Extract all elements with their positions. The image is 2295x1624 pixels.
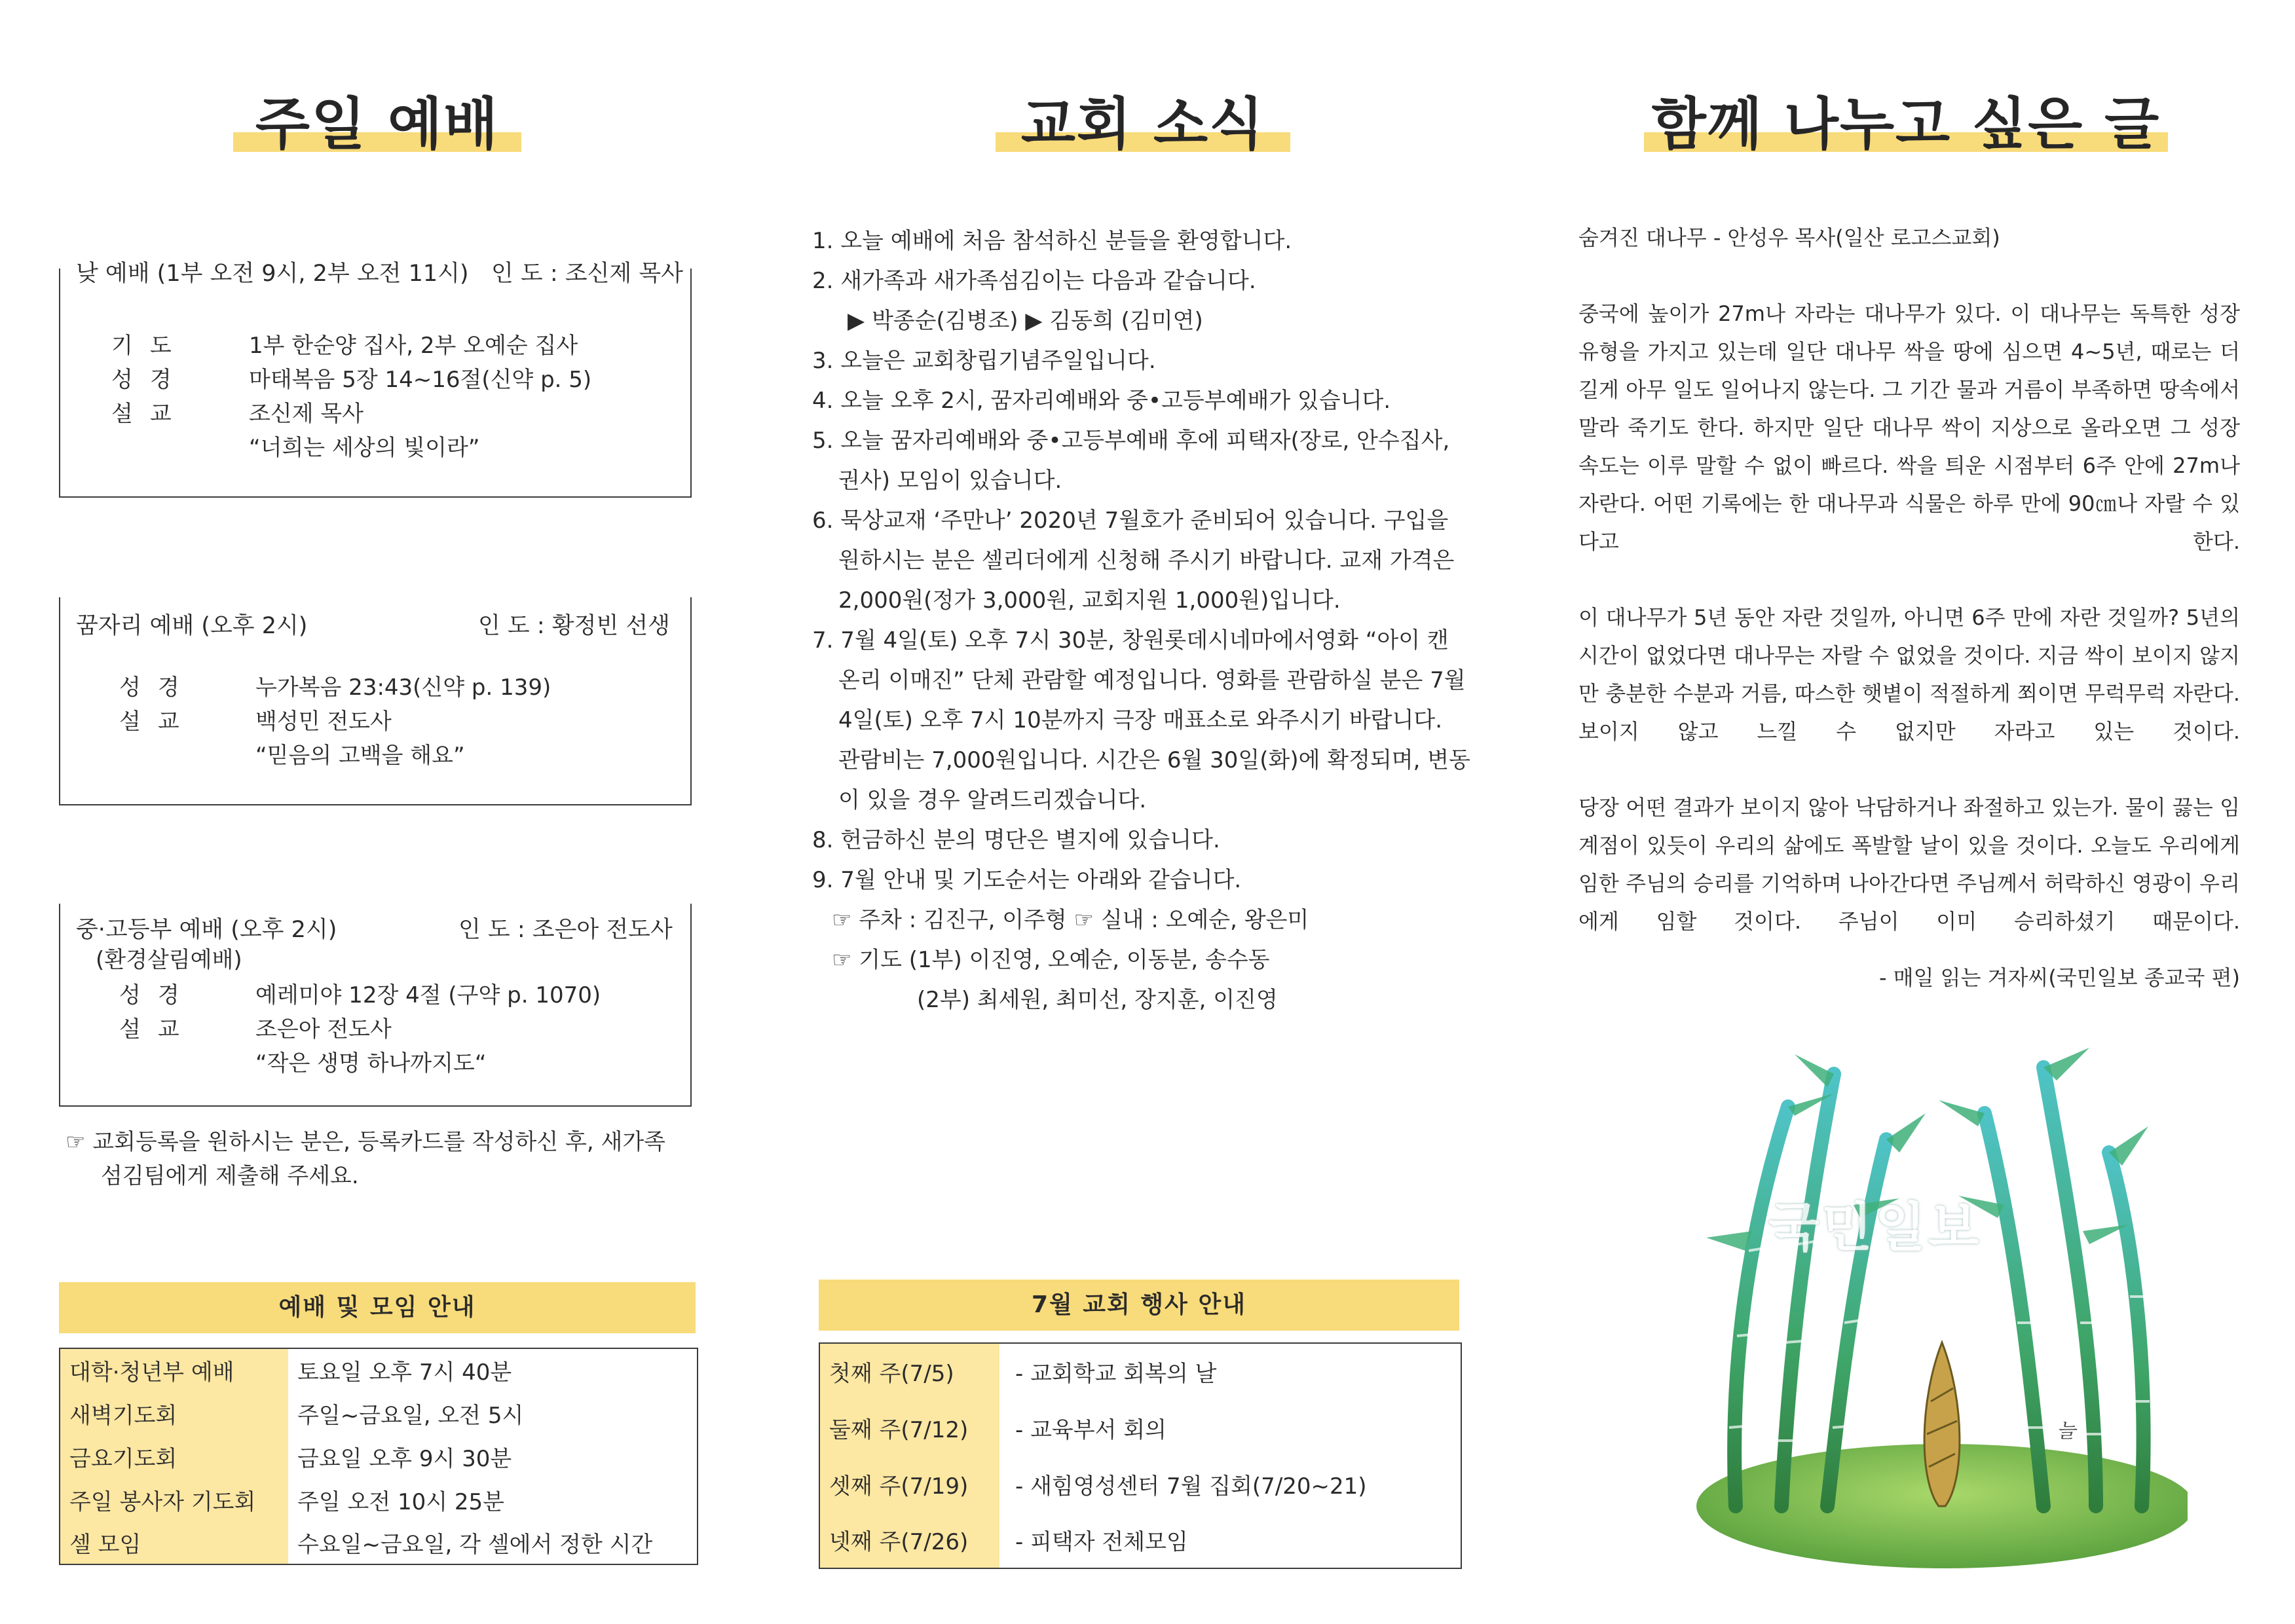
youth-service-leader: 인 도 : 조은아 전도사 — [458, 917, 673, 943]
meeting-name: 대학·청년부 예배 — [60, 1348, 288, 1392]
sermon-title: “믿음의 고백을 해요” — [255, 743, 465, 769]
news-line: 관람비는 7,000원입니다. 시간은 6월 30일(화)에 확정되며, 변동 — [838, 747, 1470, 773]
event-week: 둘째 주(7/12) — [819, 1399, 999, 1456]
news-line: 1. 오늘 예배에 처음 참석하신 분들을 환영합니다. — [812, 228, 1292, 254]
news-line: ☞ 주차 : 김진구, 이주형 ☞ 실내 : 오예순, 왕은미 — [832, 907, 1309, 933]
dream-service-leader: 인 도 : 황정빈 선생 — [478, 613, 670, 639]
heading-text: 주일 예배 — [255, 92, 500, 157]
meeting-name: 셀 모임 — [60, 1521, 288, 1564]
row-label: 성경 — [119, 982, 196, 1008]
row-value: 백성민 전도사 — [255, 709, 392, 735]
meeting-time: 주일 오전 10시 25분 — [297, 1488, 505, 1515]
meeting-time: 주일~금요일, 오전 5시 — [297, 1402, 524, 1429]
day-service-title: 낮 예배 (1부 오전 9시, 2부 오전 11시) — [76, 261, 469, 287]
news-line: 원하시는 분은 셀리더에게 신청해 주시기 바랍니다. 교재 가격은 — [838, 547, 1455, 574]
essay-paragraph: 이 대나무가 5년 동안 자란 것일까, 아니면 6주 만에 자란 것일까? 5년의 시간이 없었다면 대나무는 자랄 수 없었을 것이다. 지금 싹이 보이지 않지만 충분한 수분과 거름, 따스한 햇볕이 적절하게 쬐이면 무럭무럭 자란다. 보이지 않고 느낄 수 없지만 자라고 있는 것이다. — [1578, 605, 2240, 744]
news-line: (2부) 최세원, 최미선, 장지훈, 이진영 — [917, 987, 1278, 1013]
sermon-title: “너희는 세상의 빛이라” — [249, 435, 480, 461]
dream-service-title: 꿈자리 예배 (오후 2시) — [76, 613, 308, 639]
watermark: 국민일보 — [1768, 1197, 1982, 1258]
heading-text: 교회 소식 — [1020, 92, 1265, 157]
sunday-worship-column — [59, 0, 714, 1624]
news-line: 이 있을 경우 알려드리겠습니다. — [838, 787, 1147, 813]
meeting-name: 금요기도회 — [60, 1435, 288, 1478]
row-value: 1부 한순양 집사, 2부 오예순 집사 — [249, 333, 578, 359]
note-line: ☞ 교회등록을 원하시는 분은, 등록카드를 작성하신 후, 새가족 — [65, 1129, 666, 1155]
table-row — [819, 1399, 1461, 1456]
table-row — [60, 1348, 698, 1392]
table-row — [60, 1435, 698, 1478]
news-line: 3. 오늘은 교회창립기념주일입니다. — [812, 348, 1156, 374]
heading-text: 함께 나누고 싶은 글 — [1651, 92, 2161, 157]
news-line: 5. 오늘 꿈자리예배와 중•고등부예배 후에 피택자(장로, 안수집사, — [812, 428, 1450, 454]
day-service-box — [59, 249, 692, 498]
essay — [1578, 219, 2240, 997]
meeting-name: 주일 봉사자 기도회 — [60, 1478, 288, 1521]
meeting-time: 금요일 오후 9시 30분 — [297, 1445, 512, 1472]
news-line: ▶ 박종순(김병조) ▶ 김동희 (김미연) — [848, 308, 1203, 334]
meeting-time: 수요일~금요일, 각 셀에서 정한 시간 — [297, 1532, 653, 1558]
dream-service-box — [59, 596, 692, 805]
table-row — [60, 1392, 698, 1435]
event-name: - 교회학교 회복의 날 — [1015, 1361, 1217, 1387]
row-value: 누가복음 23:43(신약 p. 139) — [255, 674, 551, 701]
news-line: ☞ 기도 (1부) 이진영, 오예순, 이동분, 송수동 — [832, 947, 1270, 973]
news-line: 8. 헌금하신 분의 명단은 별지에 있습니다. — [812, 827, 1220, 853]
news-line: 4. 오늘 오후 2시, 꿈자리예배와 중•고등부예배가 있습니다. — [812, 388, 1391, 414]
youth-service-box — [59, 904, 692, 1107]
bamboo-drawing — [1690, 1035, 2188, 1572]
event-name: - 새힘영성센터 7월 집회(7/20~21) — [1015, 1473, 1367, 1500]
event-name: - 피택자 전체모임 — [1015, 1529, 1188, 1555]
note-line: 섬김팀에게 제출해 주세요. — [101, 1163, 359, 1189]
sermon-title: “작은 생명 하나까지도“ — [255, 1050, 487, 1077]
table-row — [60, 1478, 698, 1521]
row-value: 마태복음 5장 14~16절(신약 p. 5) — [249, 367, 592, 393]
youth-service-subtitle: (환경살림예배) — [96, 947, 242, 973]
church-news-column — [812, 0, 1500, 1624]
event-week: 넷째 주(7/26) — [819, 1512, 999, 1568]
news-line: 온리 이매진” 단체 관람할 예정입니다. 영화를 관람하실 분은 7월 — [838, 667, 1466, 693]
news-line: 7. 7월 4일(토) 오후 7시 30분, 창원롯데시네마에서영화 “아이 캔 — [812, 627, 1449, 654]
news-line: 2. 새가족과 새가족섬김이는 다음과 같습니다. — [812, 268, 1256, 294]
essay-paragraph: 당장 어떤 결과가 보이지 않아 낙담하거나 좌절하고 있는가. 물이 끓는 임계점이 있듯이 우리의 삶에도 폭발할 날이 있을 것이다. 오늘도 우리에게 임한 주님의 승리를 기억하며 나아간다면 주님께서 허락하신 영광이 우리에게 임할 것이다. 주님이 이미 승리하셨기 때문이다. — [1578, 795, 2240, 934]
news-line: 4일(토) 오후 7시 10분까지 극장 매표소로 와주시기 바랍니다. — [838, 707, 1443, 733]
event-name: - 교육부서 회의 — [1015, 1416, 1166, 1443]
july-events-heading: 7월 교회 행사 안내 — [819, 1280, 1459, 1331]
table-row — [819, 1456, 1461, 1512]
meeting-name: 새벽기도회 — [60, 1392, 288, 1435]
day-service-leader: 인 도 : 조신제 목사 — [491, 261, 683, 287]
row-label: 설교 — [119, 1016, 196, 1043]
sharing-column — [1578, 0, 2253, 1624]
event-week: 셋째 주(7/19) — [819, 1456, 999, 1512]
youth-service-title: 중·고등부 예배 (오후 2시) — [76, 917, 337, 943]
table-row — [60, 1521, 698, 1564]
news-line: 2,000원(정가 3,000원, 교회지원 1,000원)입니다. — [838, 587, 1341, 614]
news-line: 6. 묵상교재 ‘주만나’ 2020년 7월호가 준비되어 있습니다. 구입을 — [812, 507, 1449, 534]
row-label: 성경 — [111, 367, 189, 393]
event-week: 첫째 주(7/5) — [819, 1343, 999, 1399]
essay-paragraph: 중국에 높이가 27m나 자라는 대나무가 있다. 이 대나무는 독특한 성장 유형을 가지고 있는데 일단 대나무 싹을 땅에 심으면 4~5년, 때로는 더 길게 아무 일도 일어나지 않는다. 그 기간 물과 거름이 부족하면 땅속에서 말라 죽기도 한다. 하지만 일단 대나무 싹이 지상으로 올라오면 그 성장 속도는 이루 말할 수 없이 빠르다. 싹을 틔운 시점부터 6주 안에 27m나 자란다. 어떤 기록에는 한 대나무과 식물은 하루 만에 90㎝나 자랄 수 있다고 한다. — [1578, 301, 2240, 554]
news-line: 권사) 모임이 있습니다. — [838, 468, 1062, 494]
table-row — [819, 1512, 1461, 1568]
row-label: 성경 — [119, 674, 196, 701]
table-row — [819, 1343, 1461, 1399]
essay-title: 숨겨진 대나무 - 안성우 목사(일산 로고스교회) — [1578, 225, 2000, 250]
news-line: 9. 7월 안내 및 기도순서는 아래와 같습니다. — [812, 867, 1242, 893]
registration-note — [65, 1125, 707, 1193]
meeting-time: 토요일 오후 7시 40분 — [297, 1359, 512, 1386]
row-value: 조은아 전도사 — [255, 1016, 392, 1043]
essay-source: - 매일 읽는 겨자씨(국민일보 종교국 편) — [1878, 965, 2240, 990]
meetings-table-heading: 예배 및 모임 안내 — [59, 1282, 696, 1333]
bamboo-illustration — [1690, 1035, 2188, 1572]
church-news-heading — [996, 79, 1290, 160]
row-label: 설교 — [119, 709, 196, 735]
sharing-heading — [1644, 79, 2168, 160]
row-value: 예레미야 12장 4절 (구약 p. 1070) — [255, 982, 601, 1008]
row-label: 설교 — [111, 401, 189, 427]
row-label: 기도 — [111, 333, 189, 359]
sunday-worship-heading — [233, 79, 521, 160]
row-value: 조신제 목사 — [249, 401, 364, 427]
meetings-table — [59, 1348, 698, 1565]
news-list — [812, 221, 1500, 1020]
artist-signature: 늘 — [2057, 1420, 2076, 1443]
july-events-table — [819, 1342, 1462, 1569]
